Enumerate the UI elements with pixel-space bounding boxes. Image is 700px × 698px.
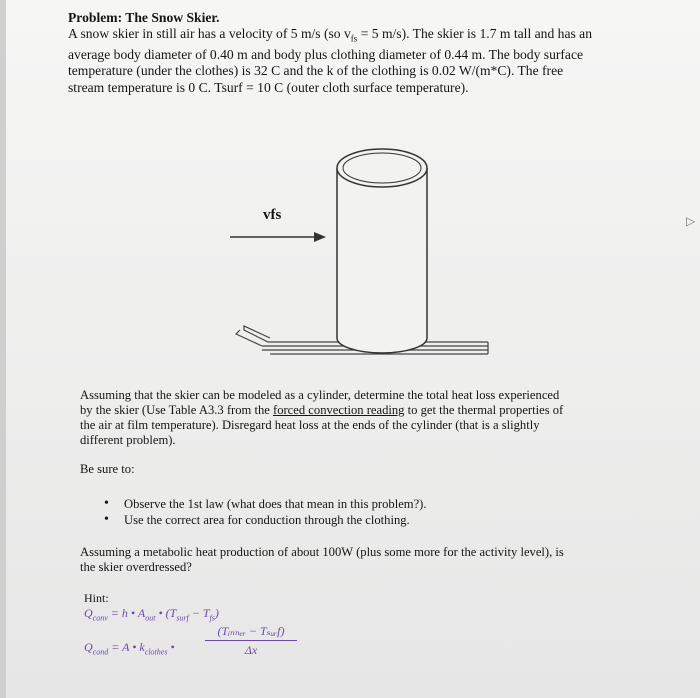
para1-line-2-post: to get the thermal properties of — [404, 403, 564, 417]
list-item: • Observe the 1st law (what does that mean in this problem?). — [104, 496, 624, 512]
vfs-label: vfs — [263, 207, 282, 223]
fraction-denominator: Δx — [244, 643, 258, 657]
flow-arrow — [230, 232, 326, 242]
eq1-q-sub: conv — [92, 613, 108, 623]
eq1-q: Q — [84, 606, 93, 620]
para1-line-3: the air at film temperature). Disregard heat loss at the ends of the cylinder (that is a slightly — [80, 418, 540, 432]
line1-pre: A snow skier in still air has a velocity of 5 m/s (so v — [68, 26, 351, 42]
eq1-post: • (T — [155, 606, 177, 620]
list-item: • Use the correct area for conduction through the clothing. — [104, 512, 624, 528]
hint-label: Hint: — [84, 591, 109, 605]
problem-line-3: temperature (under the clothes) is 32 C and the k of the clothing is 0.02 W/(m*C). The free — [68, 63, 564, 79]
eq1-a-sub: out — [145, 613, 156, 623]
conduction-equation — [84, 640, 175, 656]
para2-line-2: the skier overdressed? — [80, 560, 192, 574]
para1-line-2-pre: by the skier (Use Table A3.3 from the — [80, 403, 273, 417]
eq1-close: ) — [214, 606, 219, 620]
line1-post: = 5 m/s). The skier is 1.7 m tall and has an — [357, 26, 592, 42]
eq1-t-sub-2: fs — [209, 613, 215, 623]
metabolic-paragraph — [80, 545, 650, 575]
eq1-t-sub-1: surf — [176, 613, 189, 623]
problem-line-2: average body diameter of 0.40 m and body plus clothing diameter of 0.44 m. The body surface — [68, 47, 584, 63]
eq2-dot: • — [167, 640, 175, 654]
convection-equation — [84, 606, 219, 622]
conduction-fraction — [205, 624, 297, 658]
be-sure-heading: Be sure to: — [80, 462, 135, 476]
eq1-mid: = h • A — [107, 606, 146, 620]
checklist — [104, 496, 624, 528]
corner-arrow-icon: ▷ — [686, 214, 696, 228]
para1-line-4: different problem). — [80, 433, 176, 447]
assumption-paragraph — [80, 388, 650, 448]
eq2-q-sub: cond — [92, 647, 109, 657]
problem-title: Problem: The Snow Skier. — [68, 10, 220, 25]
problem-line-4: stream temperature is 0 C. Tsurf = 10 C (outer cloth surface temperature). — [68, 79, 469, 95]
fraction-numerator: (Tᵢₙₙₑᵣ − Tₛᵤᵣf) — [205, 624, 297, 641]
forced-convection-link[interactable]: forced convection reading — [273, 403, 405, 417]
para2-line-1: Assuming a metabolic heat production of about 100W (plus some more for the activity level), is — [80, 545, 564, 559]
eq2-q: Q — [84, 640, 93, 654]
eq2-mid: = A • k — [108, 640, 145, 654]
para1-line-2 — [80, 403, 650, 418]
eq2-k-sub: clothes — [144, 647, 168, 657]
cylinder — [337, 149, 427, 353]
line1-sub: fs — [350, 33, 358, 44]
para1-line-1: Assuming that the skier can be modeled as a cylinder, determine the total heat loss experienced — [80, 388, 560, 402]
eq1-minus: − T — [188, 606, 210, 620]
